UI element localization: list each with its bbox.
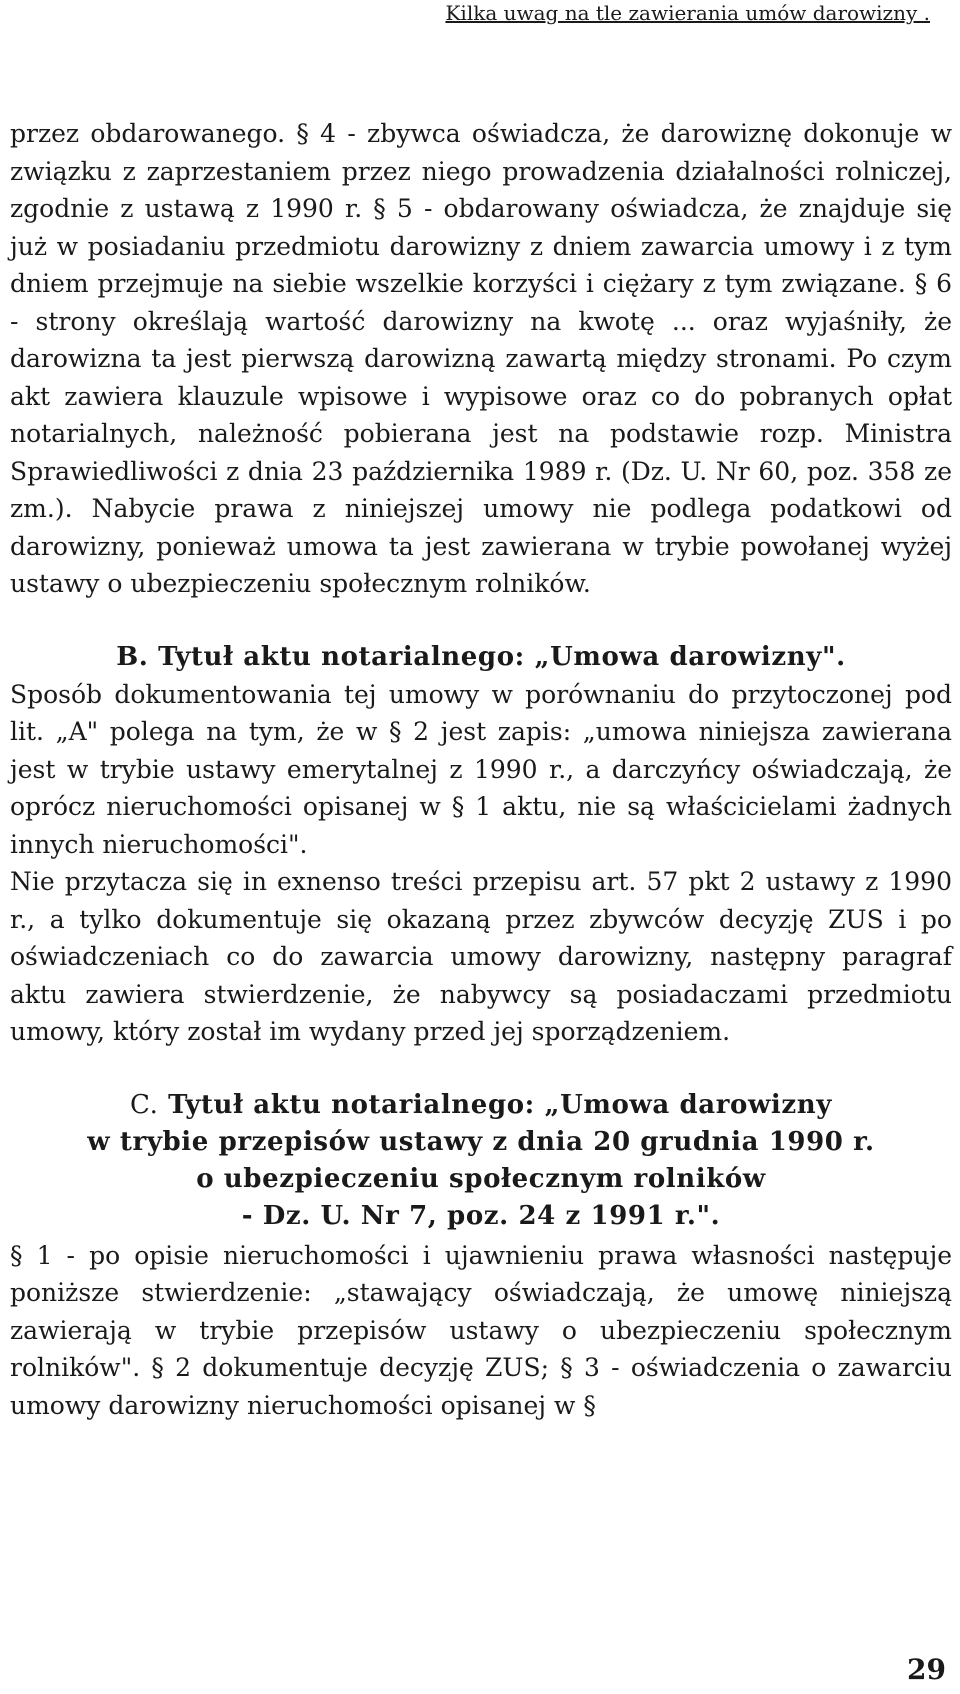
- heading-c-line-3: o ubezpieczeniu społecznym rolników: [196, 1163, 766, 1194]
- heading-c-prefix: C.: [130, 1089, 159, 1120]
- paragraph-section-b-1: Sposób dokumentowania tej umowy w porównaniu do przytoczonej pod lit. „A" polega na tym, że w § 2 jest zapis: „umowa niniejsza zawierana jest w trybie ustawy emerytalnej z 1990 r., a darczyńcy oświadczają, że oprócz nieruchomości opisanej w § 1 aktu, nie są właścicielami żadnych innych nieruchomości".: [10, 679, 952, 859]
- page-number: 29: [907, 1653, 946, 1686]
- heading-c-line-4: - Dz. U. Nr 7, poz. 24 z 1991 r.".: [241, 1200, 721, 1231]
- running-header: Kilka uwag na tle zawierania umów darowizny .: [445, 1, 930, 25]
- heading-section-c: [10, 1087, 952, 1235]
- heading-c-line-2: w trybie przepisów ustawy z dnia 20 grudnia 1990 r.: [87, 1126, 875, 1157]
- paragraph-section-b-2: Nie przytacza się in exnenso treści przepisu art. 57 pkt 2 ustawy z 1990 r., a tylko dokumentuje się okazaną przez zbywców decyzję ZUS i po oświadczeniach co do zawarcia umowy darowizny, następny paragraf aktu zawiera stwierdzenie, że nabywcy są posiadaczami przedmiotu umowy, który został im wydany przed jej sporządzeniem.: [10, 867, 952, 1046]
- paragraph-section-a-continued: przez obdarowanego. § 4 - zbywca oświadcza, że darowiznę dokonuje w związku z zaprzestaniem przez niego prowadzenia działalności rolniczej, zgodnie z ustawą z 1990 r. § 5 - obdarowany oświadcza, że znajduje się już w posiadaniu przedmiotu darowizny z dniem zawarcia umowy i z tym dniem przejmuje na siebie wszelkie korzyści i ciężary z tym związane. § 6 - strony określają wartość darowizny na kwotę ... oraz wyjaśniły, że darowizna ta jest pierwszą darowizną zawartą między stronami. Po czym akt zawiera klauzule wpisowe i wypisowe oraz co do pobranych opłat notarialnych, należność pobierana jest na podstawie rozp. Ministra Sprawiedliwości z dnia 23 października 1989 r. (Dz. U. Nr 60, poz. 358 ze zm.). Nabycie prawa z niniejszej umowy nie podlega podatkowi od darowizny, ponieważ umowa ta jest zawierana w trybie powołanej wyżej ustawy o ubezpieczeniu społecznym rolników.: [10, 119, 952, 598]
- heading-c-line-1: [10, 1087, 952, 1124]
- page-content: [10, 115, 952, 1424]
- paragraph-section-c-1: § 1 - po opisie nieruchomości i ujawnieniu prawa własności następuje poniższe stwierdzenie: „stawający oświadczają, że umowę niniejszą zawierają w trybie przepisów ustawy o ubezpieczeniu społecznym rolników". § 2 dokumentuje decyzję ZUS; § 3 - oświadczenia o zawarciu umowy darowizny nieruchomości opisanej w §: [10, 1240, 952, 1420]
- heading-section-b: B. Tytuł aktu notarialnego: „Umowa darowizny".: [116, 641, 846, 672]
- heading-c-title: Tytuł aktu notarialnego: „Umowa darowizny: [168, 1089, 832, 1120]
